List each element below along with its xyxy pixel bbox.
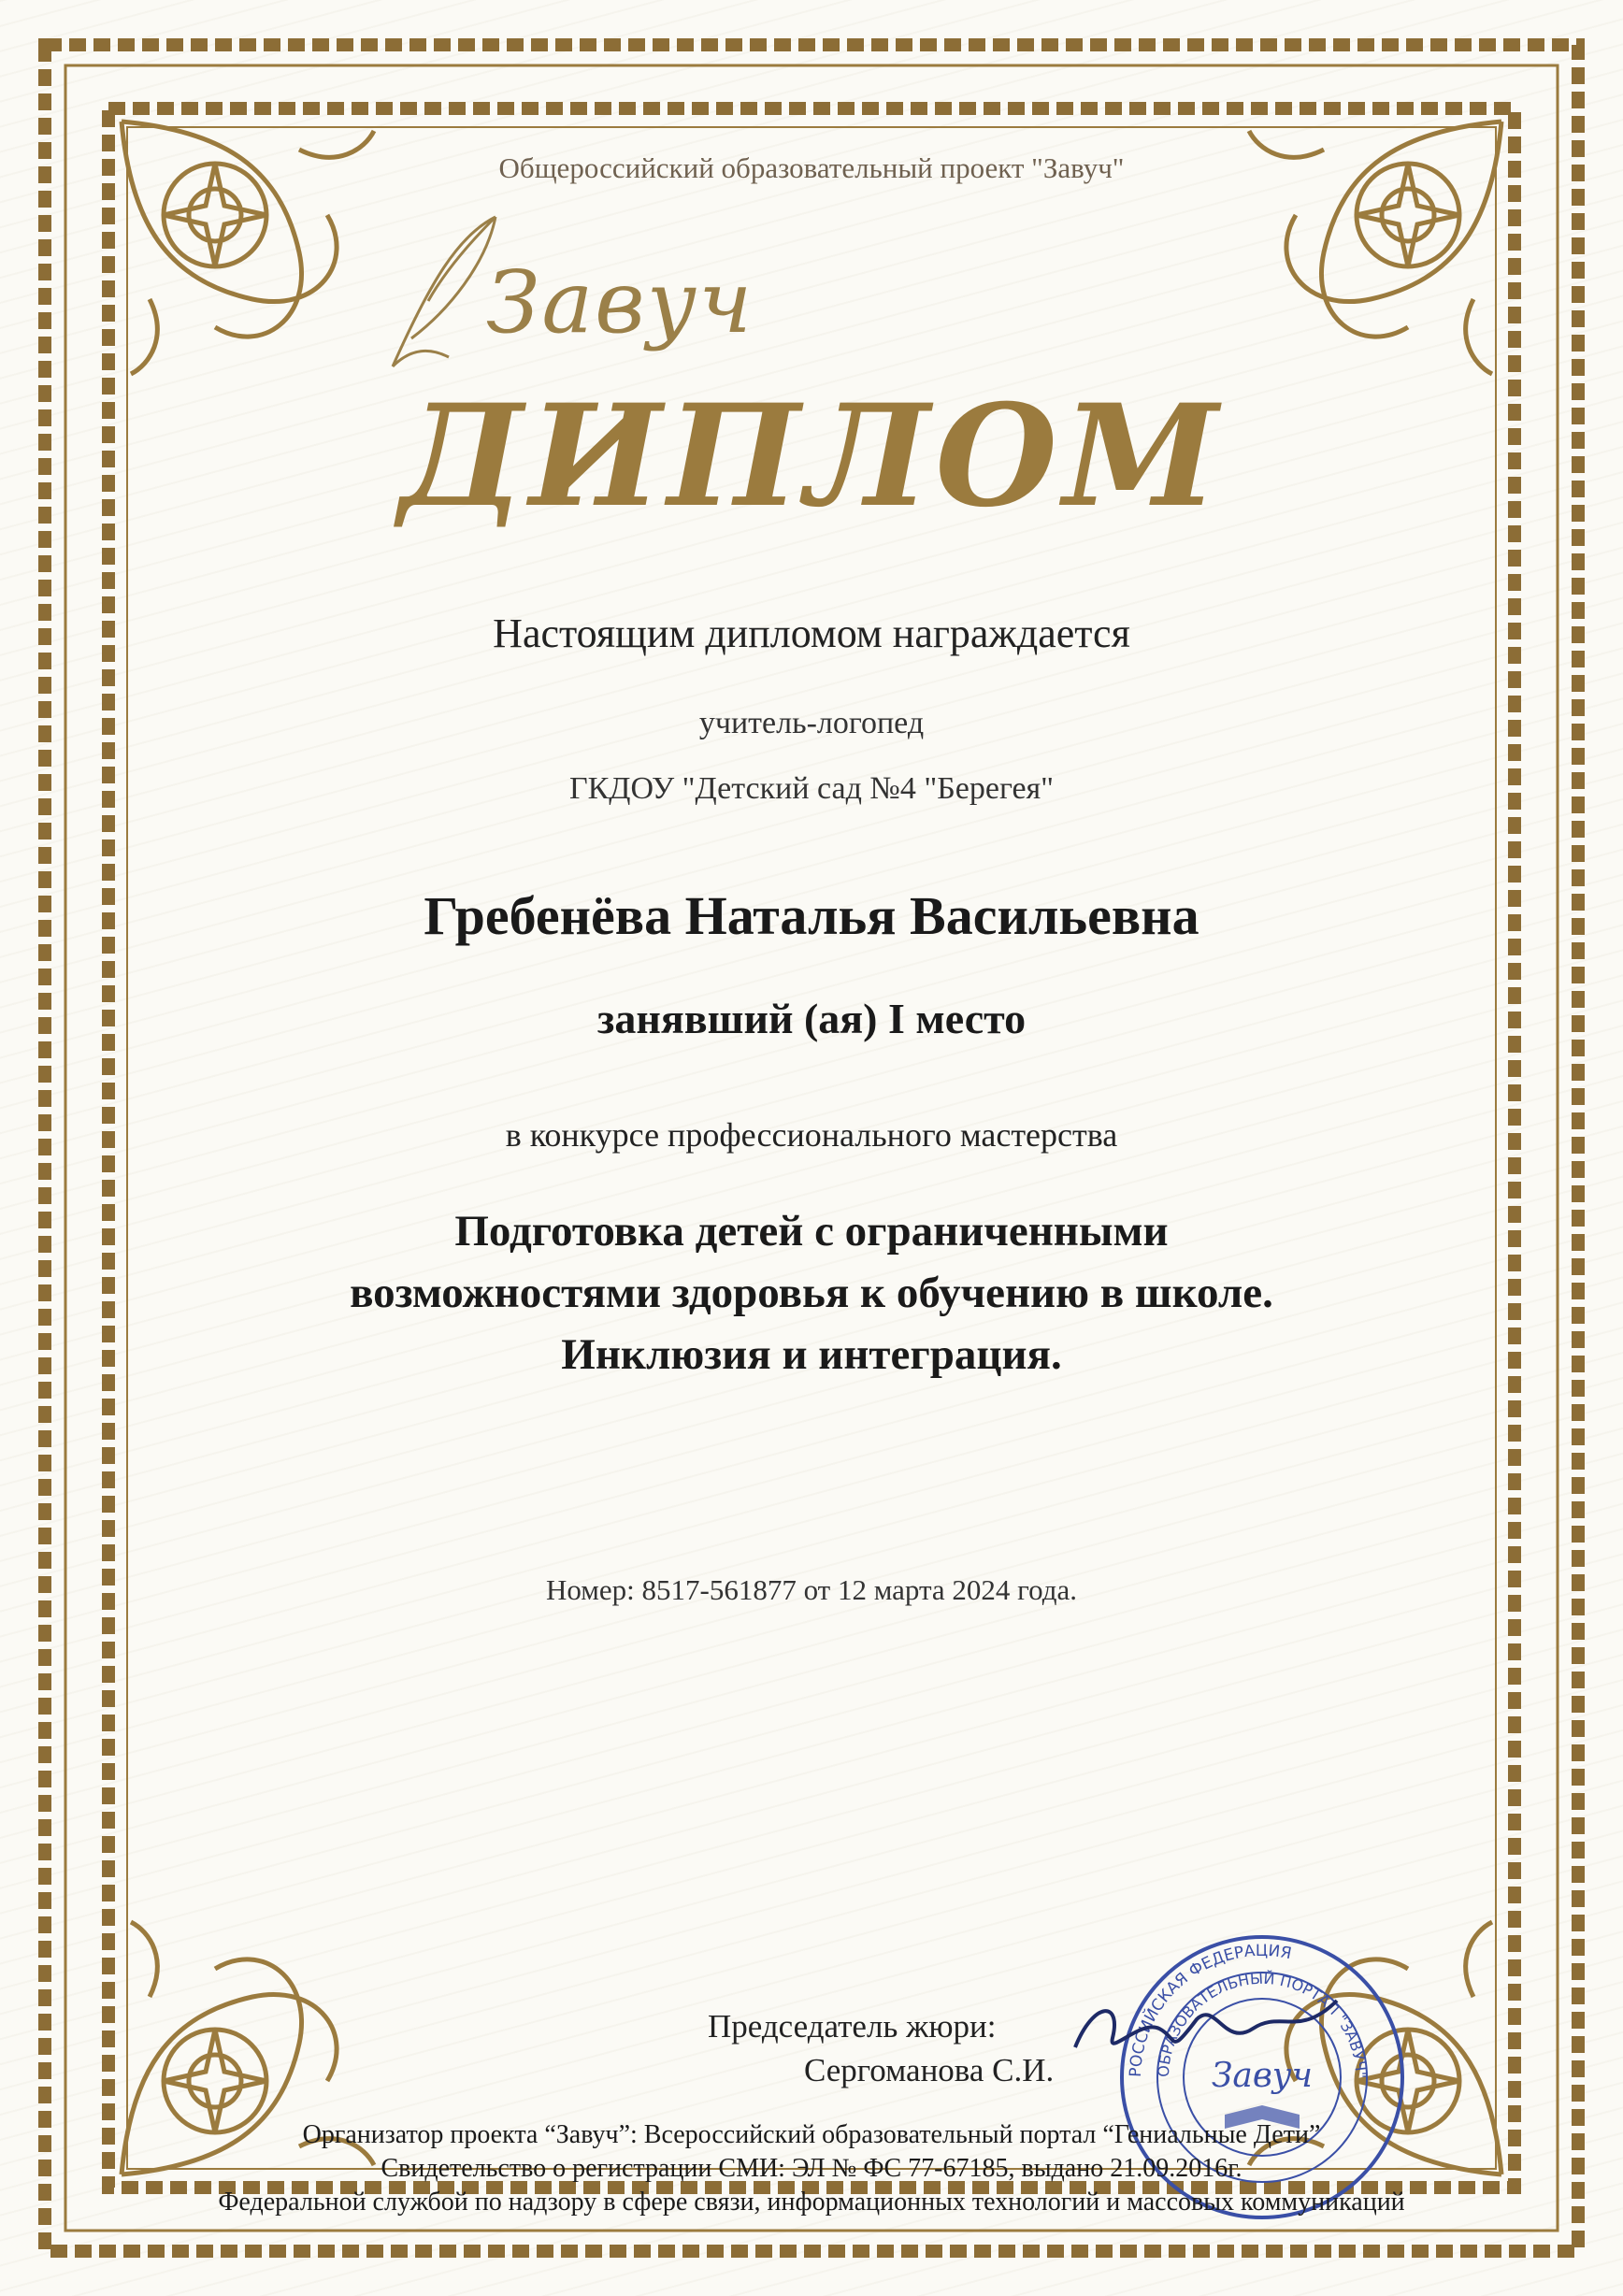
jury-chair-name: Сергоманова С.И. bbox=[804, 2052, 1055, 2088]
diploma-number: Номер: 8517-561877 от 12 марта 2024 года. bbox=[545, 1573, 1078, 1606]
recipient-organization: ГКДОУ "Детский сад №4 "Берегея" bbox=[568, 771, 1055, 806]
awarded-text: Настоящим дипломом награждается bbox=[493, 610, 1130, 656]
project-title: Общероссийский образовательный проект "Завуч" bbox=[498, 151, 1125, 184]
jury-chair-label: Председатель жюри: bbox=[708, 2008, 997, 2045]
footer-registration: Свидетельство о регистрации СМИ: ЭЛ № ФС 77-67185, выдано 21.09.2016г. bbox=[381, 2154, 1242, 2183]
topic-line: возможностями здоровья к обучению в школе. bbox=[350, 1269, 1273, 1317]
contest-text: в конкурсе профессионального мастерства bbox=[505, 1116, 1118, 1154]
award-place: занявший (ая) I место bbox=[596, 995, 1027, 1042]
brand-logo-text: Завуч bbox=[486, 252, 754, 352]
contest-topic bbox=[0, 1200, 1623, 1385]
topic-line: Инклюзия и интеграция. bbox=[561, 1330, 1062, 1379]
recipient-name: Гребенёва Наталья Васильевна bbox=[424, 885, 1199, 946]
topic-line: Подготовка детей с ограниченными bbox=[454, 1207, 1169, 1256]
footer-authority: Федеральной службой по надзору в сфере связи, информационных технологий и массовых коммуникаций bbox=[218, 2188, 1405, 2217]
stamp-outer-text: РОССИЙСКАЯ ФЕДЕРАЦИЯ bbox=[1126, 1941, 1294, 2078]
stamp-brand: Завуч bbox=[1211, 2057, 1314, 2095]
handwritten-signature bbox=[1056, 1963, 1374, 2075]
recipient-position: учитель-логопед bbox=[698, 706, 925, 740]
footer-organizer: Организатор проекта “Завуч”: Всероссийский образовательный портал “Гениальные Дети” bbox=[302, 2120, 1321, 2149]
stamp-inner-text: ОБРАЗОВАТЕЛЬНЫЙ ПОРТАЛ "ЗАВУЧ" bbox=[1154, 1969, 1371, 2079]
diploma-title: ДИПЛОМ bbox=[398, 374, 1225, 538]
